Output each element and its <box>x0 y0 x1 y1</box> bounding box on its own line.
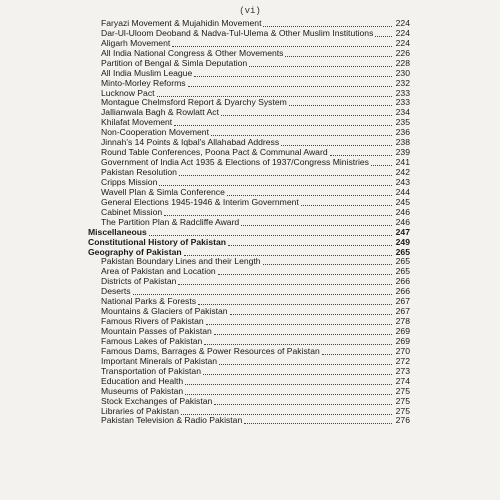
toc-entry-title: Famous Dams, Barrages & Power Resources of Pakistan <box>101 345 320 356</box>
dot-leader <box>263 264 392 265</box>
dot-leader <box>188 86 392 87</box>
toc-entry-page: 241 <box>395 157 410 168</box>
toc-entry-page: 270 <box>395 345 410 356</box>
toc-entry-page: 278 <box>395 316 410 327</box>
toc-entry-page: 269 <box>395 326 410 337</box>
toc-entry-title: Jallianwala Bagh & Rowlatt Act <box>101 107 219 118</box>
dot-leader <box>289 105 392 106</box>
toc-entry-title: Lucknow Pact <box>101 87 155 98</box>
dot-leader <box>206 324 392 325</box>
dot-leader <box>214 404 392 405</box>
dot-leader <box>157 96 392 97</box>
table-of-contents <box>88 19 410 426</box>
toc-entry-title: Dar-Ul-Uloom Deoband & Nadva-Tul-Ulema & Other Muslim Institutions <box>101 27 374 38</box>
toc-entry-page: 266 <box>395 276 410 287</box>
toc-entry-title: Pakistan Boundary Lines and their Length <box>101 256 261 267</box>
dot-leader <box>227 195 392 196</box>
toc-entry-title: Area of Pakistan and Location <box>101 266 216 277</box>
toc-entry-page: 239 <box>395 147 410 158</box>
dot-leader <box>375 36 392 37</box>
toc-entry-title: Deserts <box>101 286 131 297</box>
dot-leader <box>194 76 392 77</box>
toc-entry-page: 228 <box>395 57 410 68</box>
toc-entry-page: 269 <box>395 335 410 346</box>
toc-entry-title: Pakistan Resolution <box>101 167 177 178</box>
dot-leader <box>263 26 392 27</box>
toc-entry-title: Education and Health <box>101 375 184 386</box>
toc-entry-page: 247 <box>395 226 410 237</box>
toc-entry-title: All India National Congress & Other Movements <box>101 47 284 58</box>
dot-leader <box>322 354 392 355</box>
toc-entry-title: Museums of Pakistan <box>101 385 184 396</box>
toc-entry-page: 267 <box>395 296 410 307</box>
dot-leader <box>230 314 392 315</box>
toc-entry-page: 274 <box>395 375 410 386</box>
toc-entry-page: 226 <box>395 47 410 58</box>
dot-leader <box>371 165 392 166</box>
dot-leader <box>301 205 392 206</box>
dot-leader <box>185 394 392 395</box>
toc-entry-page: 275 <box>395 395 410 406</box>
page-number: (vi) <box>239 6 261 16</box>
toc-entry-page: 246 <box>395 216 410 227</box>
toc-entry-page: 224 <box>395 37 410 48</box>
toc-entry-title: Stock Exchanges of Pakistan <box>101 395 213 406</box>
toc-entry-page: 233 <box>395 87 410 98</box>
toc-entry-page: 265 <box>395 266 410 277</box>
dot-leader <box>203 374 392 375</box>
dot-leader <box>219 364 392 365</box>
toc-entry-page: 249 <box>395 236 410 247</box>
toc-entry-page: 236 <box>395 127 410 138</box>
dot-leader <box>198 304 392 305</box>
dot-leader <box>179 175 392 176</box>
toc-entry-page: 276 <box>395 415 410 426</box>
dot-leader <box>164 215 392 216</box>
dot-leader <box>174 125 392 126</box>
dot-leader <box>244 423 392 424</box>
toc-entry <box>88 277 410 287</box>
toc-entry-page: 233 <box>395 97 410 108</box>
toc-entry-title: All India Muslim League <box>101 67 193 78</box>
toc-entry-page: 243 <box>395 176 410 187</box>
toc-entry-page: 267 <box>395 306 410 317</box>
toc-entry-page: 224 <box>395 27 410 38</box>
dot-leader <box>221 115 392 116</box>
toc-entry-title: Libraries of Pakistan <box>101 405 179 416</box>
toc-entry-title: Constitutional History of Pakistan <box>88 236 226 247</box>
toc-entry-title: Cripps Mission <box>101 176 158 187</box>
toc-entry-title: Non-Cooperation Movement <box>101 127 209 138</box>
dot-leader <box>281 145 392 146</box>
toc-entry-page: 265 <box>395 246 410 257</box>
dot-leader <box>159 185 392 186</box>
toc-entry-title: Famous Rivers of Pakistan <box>101 316 204 327</box>
toc-entry-page: 245 <box>395 196 410 207</box>
toc-entry-title: Wavell Plan & Simla Conference <box>101 186 225 197</box>
dot-leader <box>211 135 392 136</box>
toc-entry-title: Mountains & Glaciers of Pakistan <box>101 306 228 317</box>
toc-entry-title: Minto-Morley Reforms <box>101 77 186 88</box>
toc-entry-page: 230 <box>395 67 410 78</box>
dot-leader <box>241 225 392 226</box>
toc-entry-title: Geography of Pakistan <box>88 246 182 257</box>
toc-entry-title: Important Minerals of Pakistan <box>101 355 218 366</box>
toc-entry-title: Districts of Pakistan <box>101 276 177 287</box>
toc-entry-title: Aligarh Movement <box>101 37 171 48</box>
toc-entry-page: 242 <box>395 167 410 178</box>
toc-entry-page: 266 <box>395 286 410 297</box>
dot-leader <box>218 274 392 275</box>
dot-leader <box>330 155 392 156</box>
toc-entry-title: Round Table Conferences, Poona Pact & Communal Award <box>101 147 328 158</box>
toc-entry-page: 246 <box>395 206 410 217</box>
dot-leader <box>228 245 392 246</box>
dot-leader <box>204 344 392 345</box>
dot-leader <box>181 414 392 415</box>
toc-entry-title: Pakistan Television & Radio Pakistan <box>101 415 243 426</box>
dot-leader <box>178 284 392 285</box>
dot-leader <box>149 235 392 236</box>
toc-entry-title: Miscellaneous <box>88 226 147 237</box>
toc-entry-title: Mountain Passes of Pakistan <box>101 326 212 337</box>
toc-entry-title: Faryazi Movement & Mujahidin Movement <box>101 17 262 28</box>
dot-leader <box>185 384 392 385</box>
toc-entry-page: 275 <box>395 385 410 396</box>
toc-entry-page: 275 <box>395 405 410 416</box>
toc-entry-page: 273 <box>395 365 410 376</box>
toc-entry-page: 238 <box>395 137 410 148</box>
toc-entry <box>88 417 410 427</box>
toc-entry-page: 234 <box>395 107 410 118</box>
toc-entry-title: Khilafat Movement <box>101 117 173 128</box>
toc-entry-title: The Partition Plan & Radcliffe Award <box>101 216 240 227</box>
toc-entry-page: 224 <box>395 17 410 28</box>
toc-entry-title: Famous Lakes of Pakistan <box>101 335 203 346</box>
toc-entry-title: Cabinet Mission <box>101 206 163 217</box>
toc-entry-page: 232 <box>395 77 410 88</box>
dot-leader <box>214 334 392 335</box>
dot-leader <box>285 56 392 57</box>
toc-entry-title: Montague Chelmsford Report & Dyarchy System <box>101 97 287 108</box>
toc-entry-page: 265 <box>395 256 410 267</box>
dot-leader <box>133 294 392 295</box>
toc-entry-title: Jinnah's 14 Points & Iqbal's Allahabad Address <box>101 137 280 148</box>
dot-leader <box>249 66 392 67</box>
toc-entry-title: General Elections 1945-1946 & Interim Government <box>101 196 299 207</box>
toc-entry-page: 272 <box>395 355 410 366</box>
dot-leader <box>172 46 392 47</box>
toc-entry-page: 235 <box>395 117 410 128</box>
toc-entry-page: 244 <box>395 186 410 197</box>
toc-entry-title: National Parks & Forests <box>101 296 197 307</box>
toc-entry-title: Government of India Act 1935 & Elections of 1937/Congress Ministries <box>101 157 369 168</box>
toc-entry-title: Partition of Bengal & Simla Deputation <box>101 57 248 68</box>
dot-leader <box>184 255 392 256</box>
toc-entry-title: Transportation of Pakistan <box>101 365 201 376</box>
